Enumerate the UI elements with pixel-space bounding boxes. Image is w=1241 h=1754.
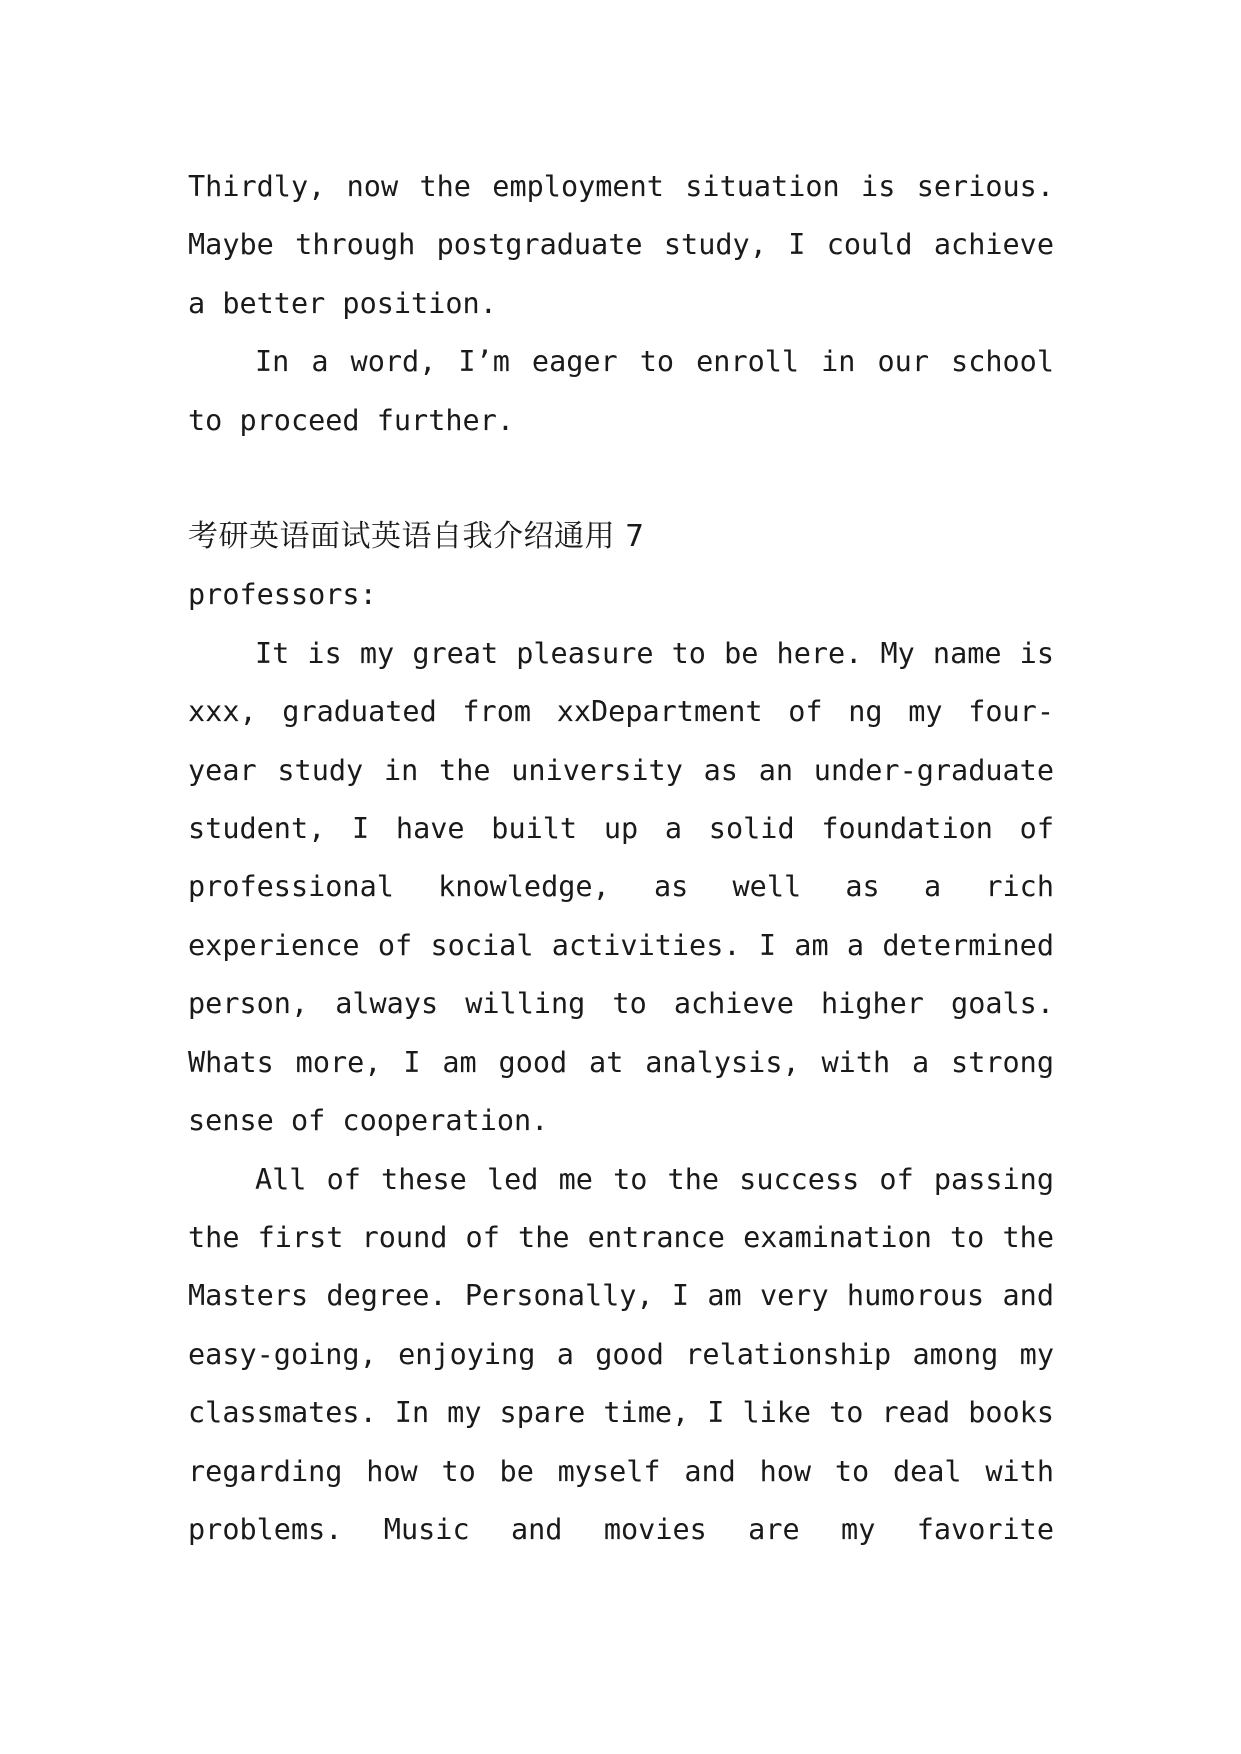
paragraph-personality: All of these led me to the success of passing the first round of the entrance examination to the Masters degree. Personally, I am very humorous and easy-going, enjoying a good relationship among my classmates. In my spare time, I like to read books regarding how to be myself and how to deal with problems. Music and movies are my favorite — [188, 1162, 1054, 1546]
salutation: professors: — [188, 578, 377, 612]
paragraph-introduction: It is my great pleasure to be here. My name is xxx, graduated from xxDepartment of ng my four-year study in the university as an under-graduate student, I have built up a solid foundation of professional knowledge, as well as a rich experience of social activities. I am a determined person, always willing to achieve higher goals. Whats more, I am good at analysis, with a strong sense of cooperation. — [188, 636, 1054, 1138]
document-body — [188, 158, 1054, 1559]
paragraph-thirdly: Thirdly, now the employment situation is serious. Maybe through postgraduate study, I could achieve a better position. — [188, 170, 1054, 320]
section-heading: 考研英语面试英语自我介绍通用 7 — [188, 519, 645, 555]
paragraph-in-a-word: In a word, I’m eager to enroll in our school to proceed further. — [188, 345, 1054, 437]
section-spacer — [188, 450, 1054, 508]
